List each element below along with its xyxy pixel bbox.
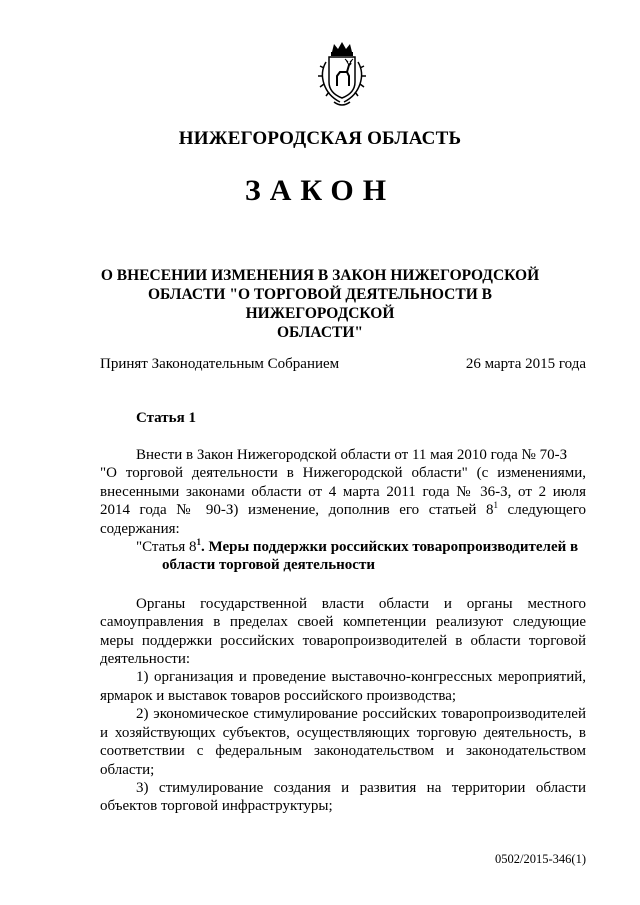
adoption-date: 26 марта 2015 года xyxy=(465,356,586,372)
coat-of-arms-icon xyxy=(312,38,372,110)
article-8-1-title xyxy=(136,538,586,556)
article-heading: Статья 1 xyxy=(136,410,196,426)
intro-line-text: следующего xyxy=(498,502,586,519)
intro-line: содержания: xyxy=(100,520,180,537)
region-name: НИЖЕГОРОДСКАЯ ОБЛАСТЬ xyxy=(178,128,462,149)
law-title xyxy=(80,266,560,342)
intro-line: внесенными законами области от 4 марта 2011 года № 36-З, от 2 июля xyxy=(100,483,586,500)
intro-line: "О торговой деятельности в Нижегородской области" (с изменениями, xyxy=(100,465,586,482)
superscript: 1 xyxy=(493,500,498,511)
adopted-by: Принят Законодательным Собранием xyxy=(100,356,340,372)
list-item: 1) организация и проведение выставочно-конгрессных мероприятий, ярмарок и выставок товаров российского производства; xyxy=(100,669,586,704)
law-title-line: ОБЛАСТИ "О ТОРГОВОЙ ДЕЯТЕЛЬНОСТИ В НИЖЕГОРОДСКОЙ xyxy=(148,286,492,322)
paragraph: Органы государственной власти области и органы местного самоуправления в пределах своей компетенции реализуют следующие меры поддержки российских товаропроизводителей в области торговой деятельности: xyxy=(100,595,586,668)
article-body xyxy=(100,446,586,816)
article-8-1-title-line2: области торговой деятельности xyxy=(162,557,375,574)
list-item: 2) экономическое стимулирование российских товаропроизводителей и хозяйствующих субъектов, осуществляющих торговую деятельность, в соответствии с федеральным законодательством и законодательством области; xyxy=(100,706,586,778)
article-8-1-quote: "Статья 8 xyxy=(136,539,197,556)
article-8-1-title-text: . Меры поддержки российских товаропроизводителей в xyxy=(200,539,579,556)
superscript: 1 xyxy=(196,537,201,548)
list-item: 3) стимулирование создания и развития на территории области объектов торговой инфраструктуры; xyxy=(100,779,586,815)
law-title-line: ОБЛАСТИ" xyxy=(276,324,364,341)
document-type: ЗАКОН xyxy=(244,174,396,207)
document-code: 0502/2015-346(1) xyxy=(495,852,586,866)
article-intro xyxy=(100,446,586,538)
intro-line xyxy=(100,501,586,519)
intro-line: Внести в Закон Нижегородской области от 11 мая 2010 года № 70-З xyxy=(136,447,568,463)
intro-line-text: 2014 года № 90-З) изменение, дополнив его статьей 8 xyxy=(100,502,494,519)
law-title-line: О ВНЕСЕНИИ ИЗМЕНЕНИЯ В ЗАКОН НИЖЕГОРОДСКОЙ xyxy=(100,267,540,284)
